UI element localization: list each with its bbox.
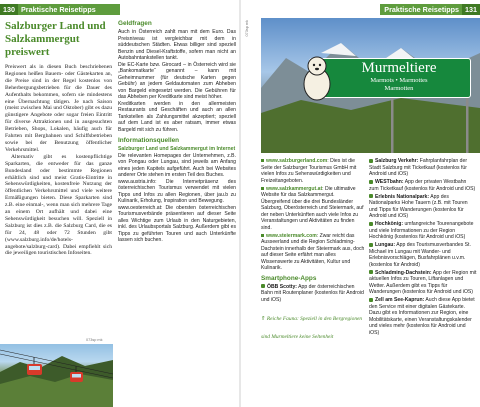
right-column: [118, 20, 236, 244]
caption-text: Reiche Fauna: Speziell in den Bergregionen sind Murmeltiere keine Seltenheit: [261, 316, 363, 340]
info-paragraph-3: www.oesterreich.at: Die obersten österreichischen Tourismusverbände präsentieren auf dieser Seite alles Wichtige zum Urlaub in den Naturgebieten, inkl. des Urlaubsportals Salzburg. Außerdem gibt es Tipps zu geführten Touren und auch Unterkünfte lassen sich buchen.: [118, 204, 236, 243]
sign-line-2: Marmots • Marmottes: [370, 77, 428, 84]
smartphone-icon: [369, 194, 373, 198]
page-number: 130: [0, 4, 18, 15]
app-entry: Schladming-Dachstein: App der Region mit aktuellen Infos zu Touren, Liftanlagen und Wetter. Außerdem gibt es Tipps für Wanderungen (kostenlos für Android und iOS): [369, 269, 477, 295]
right-page-header: [380, 4, 480, 15]
cable-car-photo: [0, 344, 113, 407]
web-entry: www.steiermark.com: Zwar reicht das Ausseerland und die Region Schladming-Dachstein innerhalb der Steiermark aus, doch auf dieser Seite erfährt man alles Wissenswerte zu Aktivitäten, Kultur und Kulinarik.: [261, 232, 365, 271]
right-page: [241, 0, 480, 407]
geld-paragraph-1: Auch in Österreich zahlt man mit dem Euro. Das Preisniveau ist vergleichbar mit dem in süddeutschen Städten. Etwas billiger sind speziell Benzin und Diesel-Kraftstoffe, sofern man nicht an Autobahntankstellen tankt.: [118, 29, 236, 61]
cable-car-illustration: [0, 344, 113, 407]
smartphone-icon: [261, 284, 265, 288]
smartphone-icon: [369, 270, 373, 274]
app-entry: ÖBB Scotty: App der österreichischen Bahn mit Routenplaner (kostenlos für Android und iOS): [261, 283, 364, 303]
middle-column: [261, 158, 365, 343]
running-title: Praktische Reisetipps: [21, 5, 96, 14]
info-subheading: Salzburger Land und Salzkammergut im Internet: [118, 146, 236, 152]
section-heading: Salzburger Land und Salzkammergut preiswert: [5, 20, 106, 58]
photo-credit: 073sp mk: [245, 20, 249, 37]
app-entry: Salzburg Verkehr: Fahrplanfahrplan der Stadt Salzburg mit Ticketkauf (kostenlos für Android und iOS): [369, 158, 468, 177]
web-entry: www.salzkammergut.at: Die ultimative Website für das Salzkammergut. Übergreifend über die drei Bundesländer Salzburg, Oberösterreich und Steiermark, auf der neben Unterkünften auch viele Infos zu Veranstaltungen und Aktivitäten zu finden sind.: [261, 185, 364, 231]
smartphone-icon: [369, 222, 373, 226]
web-entry: www.salzburgerland.com: Dies ist die Seite der Salzburger Tourismus GmbH mit vielen Infos zu Sehenswürdigkeiten und Freizeitangeboten.: [261, 158, 357, 184]
left-column: [5, 20, 112, 257]
app-entry: Zell am See-Kaprun: Auch diese App bietet den Service mit einer digitalen Gästekarte. Dazu gibt es Informationen zur Region, eine Mobilitätskarte, einen Veranstaltungskalender und vieles mehr (kostenlos für Android und iOS): [369, 297, 475, 336]
gondola-icon: [27, 357, 42, 375]
geld-paragraph-3: Kreditkarten werden in den allermeisten Restaurants und Geschäften und auch an allen Tankstellen als Zahlungsmittel akzeptiert; speziell auf dem Land ist es aber ratsam, immer etwas Bargeld mit sich zu führen.: [118, 100, 236, 133]
info-paragraph-2: www.austria.info: Die Internetpräsenz des österreichischen Tourismus verwendet mit vielen Tipps und Infos zu allen Regionen, über jau.b zu Kulinarik, Erholung, Inspiration und Bewegung.: [118, 178, 236, 204]
running-title: Praktische Reisetipps: [384, 5, 459, 14]
smartphone-icon: [369, 298, 373, 302]
app-entry: Hochkönig: umfangreiche Tourenangebote und viele Informationen zu der Region Hochkönig (kostenlos für Android und iOS): [369, 221, 474, 240]
marmot-icon: [297, 52, 337, 102]
info-paragraph-1: Die relevanten Homepages der Unternehmen, z.B. von Pongau oder Lungau, sind jeweils am Anfang eines jeden Kapitels aufgeführt. Auch bei Websites anderer Orte stehen im ersten Teil des Buches.: [118, 152, 236, 178]
app-entry: Erlebnis Nationalpark: App des Nationalparks Hohe Tauern (z.B. mit Touren und Tipps für Wanderungen (kostenlos für Android und iOS): [369, 193, 468, 219]
photo-credit: 073sp mk: [86, 338, 103, 342]
apps-heading: Smartphone-Apps: [261, 274, 317, 282]
sparkarten-paragraph: Alternativ gibt es kostenpflichtige Sparkarten, die entweder für das ganze Bundesland oder bestimmte Regionen erhältlich sind und meist Gratis-Eintritte in Sehenswürdigkeiten, kostenfreie Nutzung der öffentlichen Verkehrsmittel und viele weitere Ermäßigungen bieten. Diese Sparkarten sind z.B. eine einmal-, wenn man sich mehrere Tage an einem Ort aufhält und dabei eine Sehenswürdigkeit besuchen will. Speziell in Salzburg ist dies z.B. die Salzburg Card, die es für 24, 48 oder 72 Stunden gibt (www.salzburg.info/de/hotels-angebote/salzburg-card). Dabei empfiehlt sich die jeweiligen touristischen Infoseiten.: [5, 153, 112, 257]
app-entry: WESTbahn: App der privaten Westbahn zum Ticketkauf (kostenlos für Android und iOS): [369, 179, 476, 192]
geld-heading: Geldfragen: [118, 20, 152, 27]
smartphone-icon: [369, 243, 373, 247]
intro-paragraph: Preiswert als in diesen Buch beschriebenen Regionen heißen Bauern- oder Gästekarten an, die Preise sind in der Regel kostenlos von Beherbergungsbetrieben für die Dauer des Aufenthalts bekommen, sofern sie mindestens eine Übernachtung tätigen. Je nach Saison (meist zwischen Mai und Oktober) gibt es dazu günstigere Angebote oder sogar freien Eintritt für diverse Attraktionen und in ausgesuchten Betrieben, Shops, Lokalen, häufig auch für Fahrten mit Bergbahnen und Schiffsbetrieben sowie bei der Benutzung öffentlicher Verkehrsmittel.: [5, 64, 112, 153]
left-page: [0, 0, 239, 407]
apps-column: [369, 158, 477, 338]
marmot-sign-photo: [261, 18, 480, 153]
photo-caption: ⇑ Reiche Fauna: Speziell in den Bergregionen sind Murmeltiere keine Seltenheit: [261, 316, 363, 340]
web-link[interactable]: www.salzkammergut.at: [266, 185, 323, 192]
sign-word: Murmeltiere: [361, 60, 437, 76]
sign-line-3: Marmotten: [384, 85, 414, 92]
smartphone-icon: [369, 180, 373, 184]
web-link[interactable]: www.steiermark.com: [266, 232, 317, 239]
web-link[interactable]: www.salzburgerland.com: [266, 158, 328, 164]
info-heading: Informationsquellen: [118, 137, 180, 144]
left-page-header: [0, 4, 120, 15]
geld-paragraph-2: Die EC-Karte bzw. Girocard – in Österreich wird sie „Bankomatkarte“ genannt – kann mit Geheimnummer (für deutsche Karten gegen Gebühr) an jedem Geldautomaten zum Abheben von Bargeld eingesetzt werden. Die Gebühren für das Abheben per Kreditkarte sind meist höher.: [118, 61, 236, 100]
page-number: 131: [462, 4, 480, 15]
app-entry: Lungau: App des Tourismusverbandes St. Michael im Lungau mit Wander- und Erlebnisvorschlägen, Busfahrplänen u.v.m. (kostenlos für Android): [369, 242, 471, 268]
smartphone-icon: [369, 159, 373, 163]
